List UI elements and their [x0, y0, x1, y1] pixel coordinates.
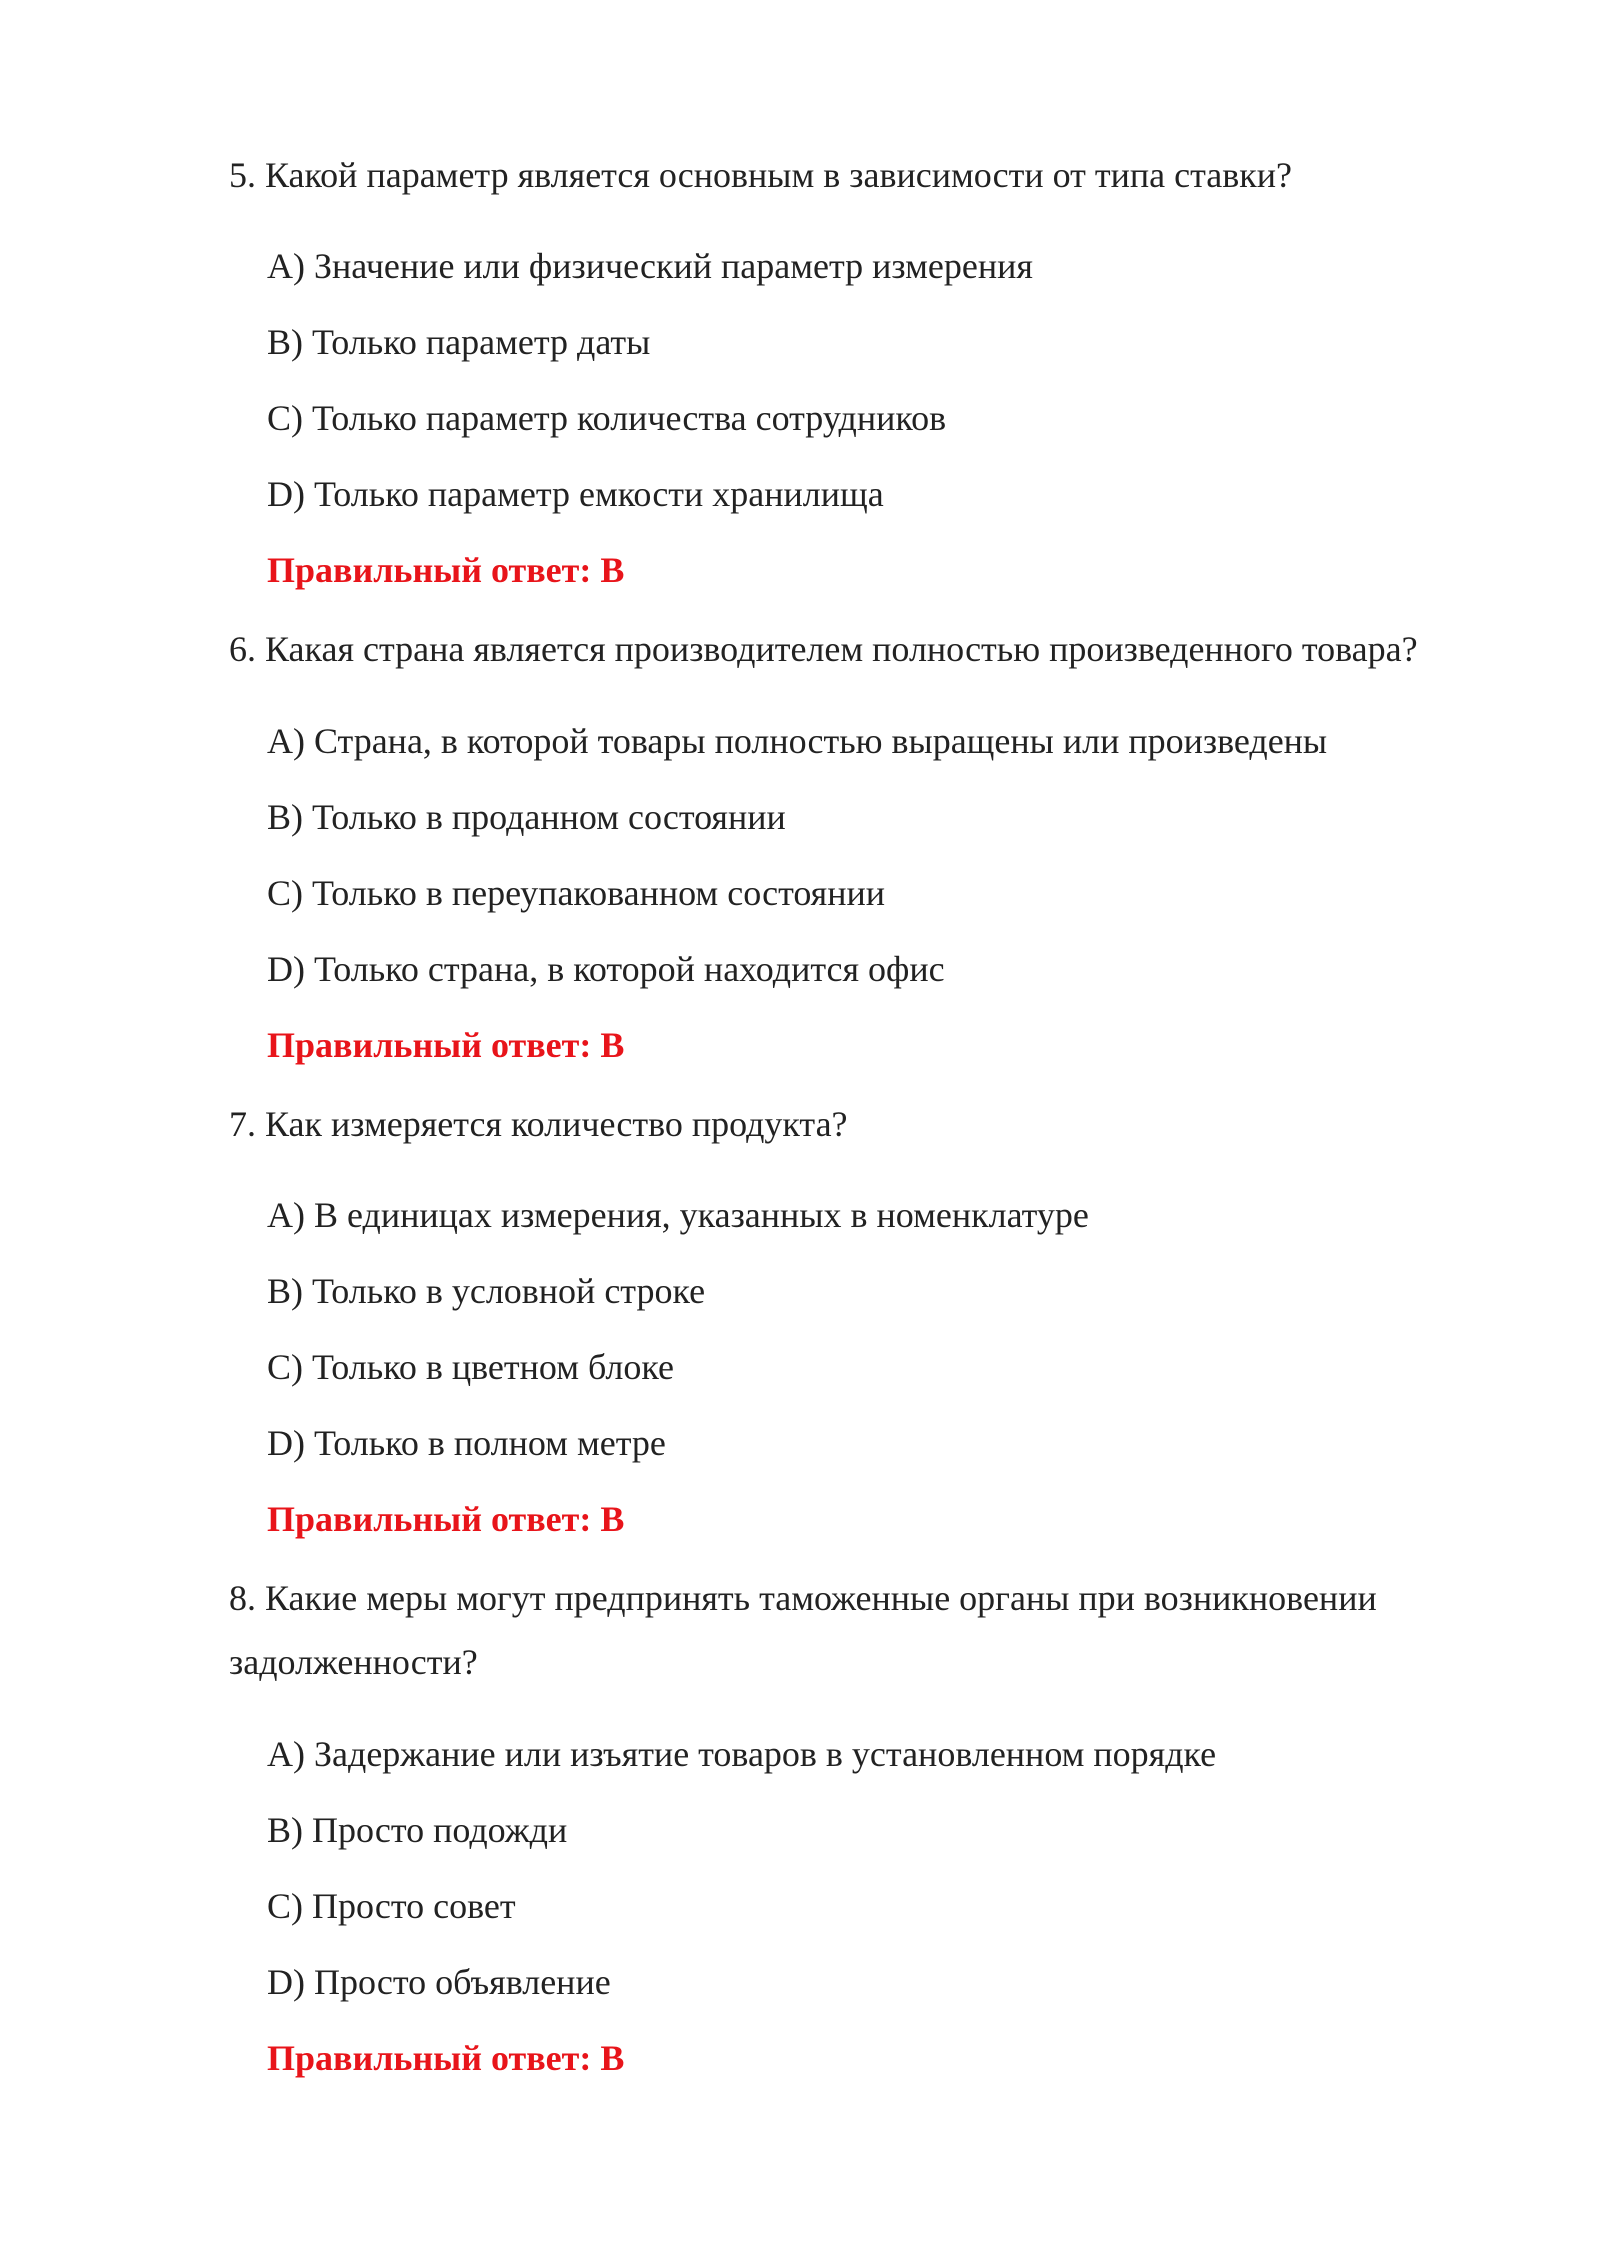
question-7-option-a: A) В единицах измерения, указанных в номенклатуре	[267, 1195, 1089, 1235]
question-5: 5. Какой параметр является основным в зависимости от типа ставки?	[229, 155, 1292, 195]
question-7: 7. Как измеряется количество продукта?	[229, 1104, 848, 1144]
question-6-option-a: A) Страна, в которой товары полностью выращены или произведены	[267, 721, 1328, 761]
question-6-option-b: B) Только в проданном состоянии	[267, 797, 786, 837]
question-5-option-d: D) Только параметр емкости хранилища	[267, 474, 884, 514]
question-7-option-b: B) Только в условной строке	[267, 1271, 706, 1311]
question-6-option-c: C) Только в переупакованном состоянии	[267, 873, 885, 913]
question-6-correct-answer: Правильный ответ: B	[267, 1025, 625, 1065]
question-6-option-d: D) Только страна, в которой находится офис	[267, 949, 945, 989]
question-6: 6. Какая страна является производителем полностью произведенного товара?	[229, 629, 1418, 669]
question-8-option-d: D) Просто объявление	[267, 1962, 611, 2002]
question-5-correct-answer: Правильный ответ: B	[267, 550, 625, 590]
question-7-option-c: C) Только в цветном блоке	[267, 1347, 674, 1387]
question-7-correct-answer: Правильный ответ: B	[267, 1499, 625, 1539]
question-5-option-b: B) Только параметр даты	[267, 322, 651, 362]
question-8-option-c: C) Просто совет	[267, 1886, 516, 1926]
question-7-option-d: D) Только в полном метре	[267, 1423, 666, 1463]
question-8-option-b: B) Просто подожди	[267, 1810, 568, 1850]
question-8-correct-answer: Правильный ответ: B	[267, 2038, 625, 2078]
question-8: 8. Какие меры могут предпринять таможенные органы при возникновении задолженности?	[229, 1578, 1377, 1682]
question-5-option-a: A) Значение или физический параметр измерения	[267, 246, 1033, 286]
question-5-option-c: C) Только параметр количества сотрудников	[267, 398, 947, 438]
question-8-option-a: A) Задержание или изъятие товаров в установленном порядке	[267, 1734, 1217, 1774]
